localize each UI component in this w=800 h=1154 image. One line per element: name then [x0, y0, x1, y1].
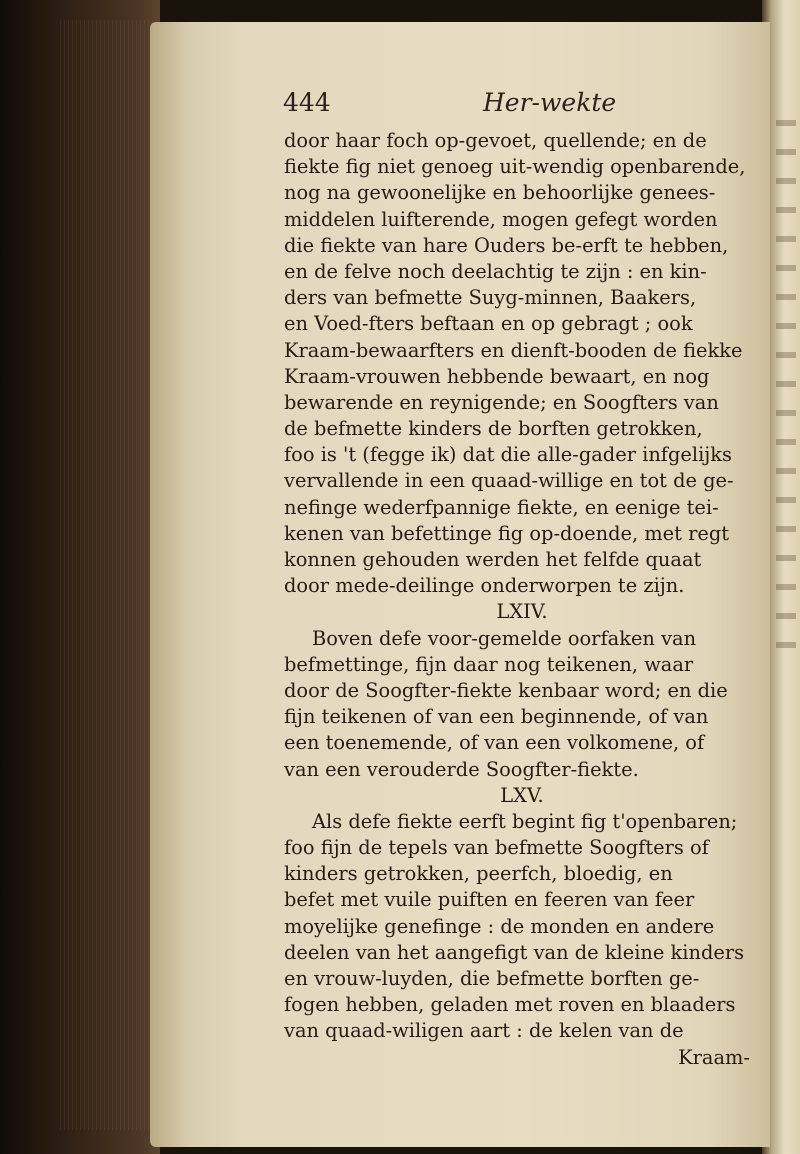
page-number: 444	[283, 88, 331, 117]
text-line: door haar foch op-gevoet, quellende; en de	[284, 129, 707, 152]
text-line: de befmette kinders de borften getrokken,	[284, 417, 703, 441]
text-line: ders van befmette Suyg-minnen, Baakers,	[284, 286, 697, 310]
text-line: kinders getrokken, peerfch, bloedig, en	[284, 862, 673, 886]
text-line: Kraam-bewaarfters en dienft-booden de fiekke	[284, 338, 743, 362]
text-line: middelen luifterende, mogen gefegt worden	[284, 207, 718, 231]
body-text	[284, 128, 760, 1071]
page-header	[283, 88, 743, 128]
text-line: Als defe fiekte eerft begint fig t'openbaren;	[312, 809, 738, 833]
text-line: die fiekte van hare Ouders be-erft te hebben,	[284, 233, 729, 257]
text-line: fogen hebben, geladen met roven en blaaders	[284, 993, 736, 1017]
text-line: nefinge wederfpannige fiekte, en eenige tei-	[284, 495, 719, 519]
text-line: Kraam-	[678, 1045, 750, 1069]
text-line: fiekte fig niet genoeg uit-wendig openbarende,	[284, 155, 746, 179]
text-line: Kraam-vrouwen hebbende bewaart, en nog	[284, 364, 710, 388]
page-edges	[60, 20, 160, 1130]
text-line: konnen gehouden werden het felfde quaat	[284, 548, 702, 571]
text-line: door de Soogfter-fiekte kenbaar word; en die	[284, 678, 728, 702]
text-line: nog na gewoonelijke en behoorlijke genees-	[284, 181, 716, 205]
text-line: bewarende en reynigende; en Soogfters van	[284, 390, 719, 414]
text-line: kenen van befettinge fig op-doende, met regt	[284, 521, 730, 545]
text-line: deelen van het aangefigt van de kleine kinders	[284, 940, 745, 964]
text-line: foo fijn de tepels van befmette Soogfters of	[284, 836, 709, 860]
text-line: foo is 't (fegge ik) dat die alle-gader infgelijks	[284, 443, 732, 467]
text-line: fijn teikenen of van een beginnende, of van	[284, 705, 709, 729]
section-number: LXIV.	[496, 600, 548, 624]
running-title: Her-wekte	[483, 88, 617, 117]
section-number: LXV.	[500, 783, 544, 807]
text-line: en vrouw-luyden, die befmette borften ge-	[284, 967, 700, 990]
text-line: van quaad-wiligen aart : de kelen van de	[284, 1019, 684, 1043]
text-line: en Voed-fters beftaan en op gebragt ; ook	[284, 312, 693, 336]
text-line: door mede-deilinge onderworpen te zijn.	[284, 574, 685, 598]
text-line: moyelijke genefinge : de monden en andere	[284, 914, 715, 938]
text-line: een toenemende, of van een volkomene, of	[284, 731, 705, 755]
text-line: en de felve noch deelachtig te zijn : en kin-	[284, 259, 707, 283]
text-line: van een verouderde Soogfter-fiekte.	[284, 757, 639, 781]
text-line: befet met vuile puiften en feeren van feer	[284, 888, 695, 912]
text-line: vervallende in een quaad-willige en tot de ge-	[284, 469, 734, 493]
text-line: Boven defe voor-gemelde oorfaken van	[312, 626, 697, 650]
facing-page-text-ghost	[776, 120, 796, 660]
text-line: befmettinge, fijn daar nog teikenen, waar	[284, 652, 694, 676]
